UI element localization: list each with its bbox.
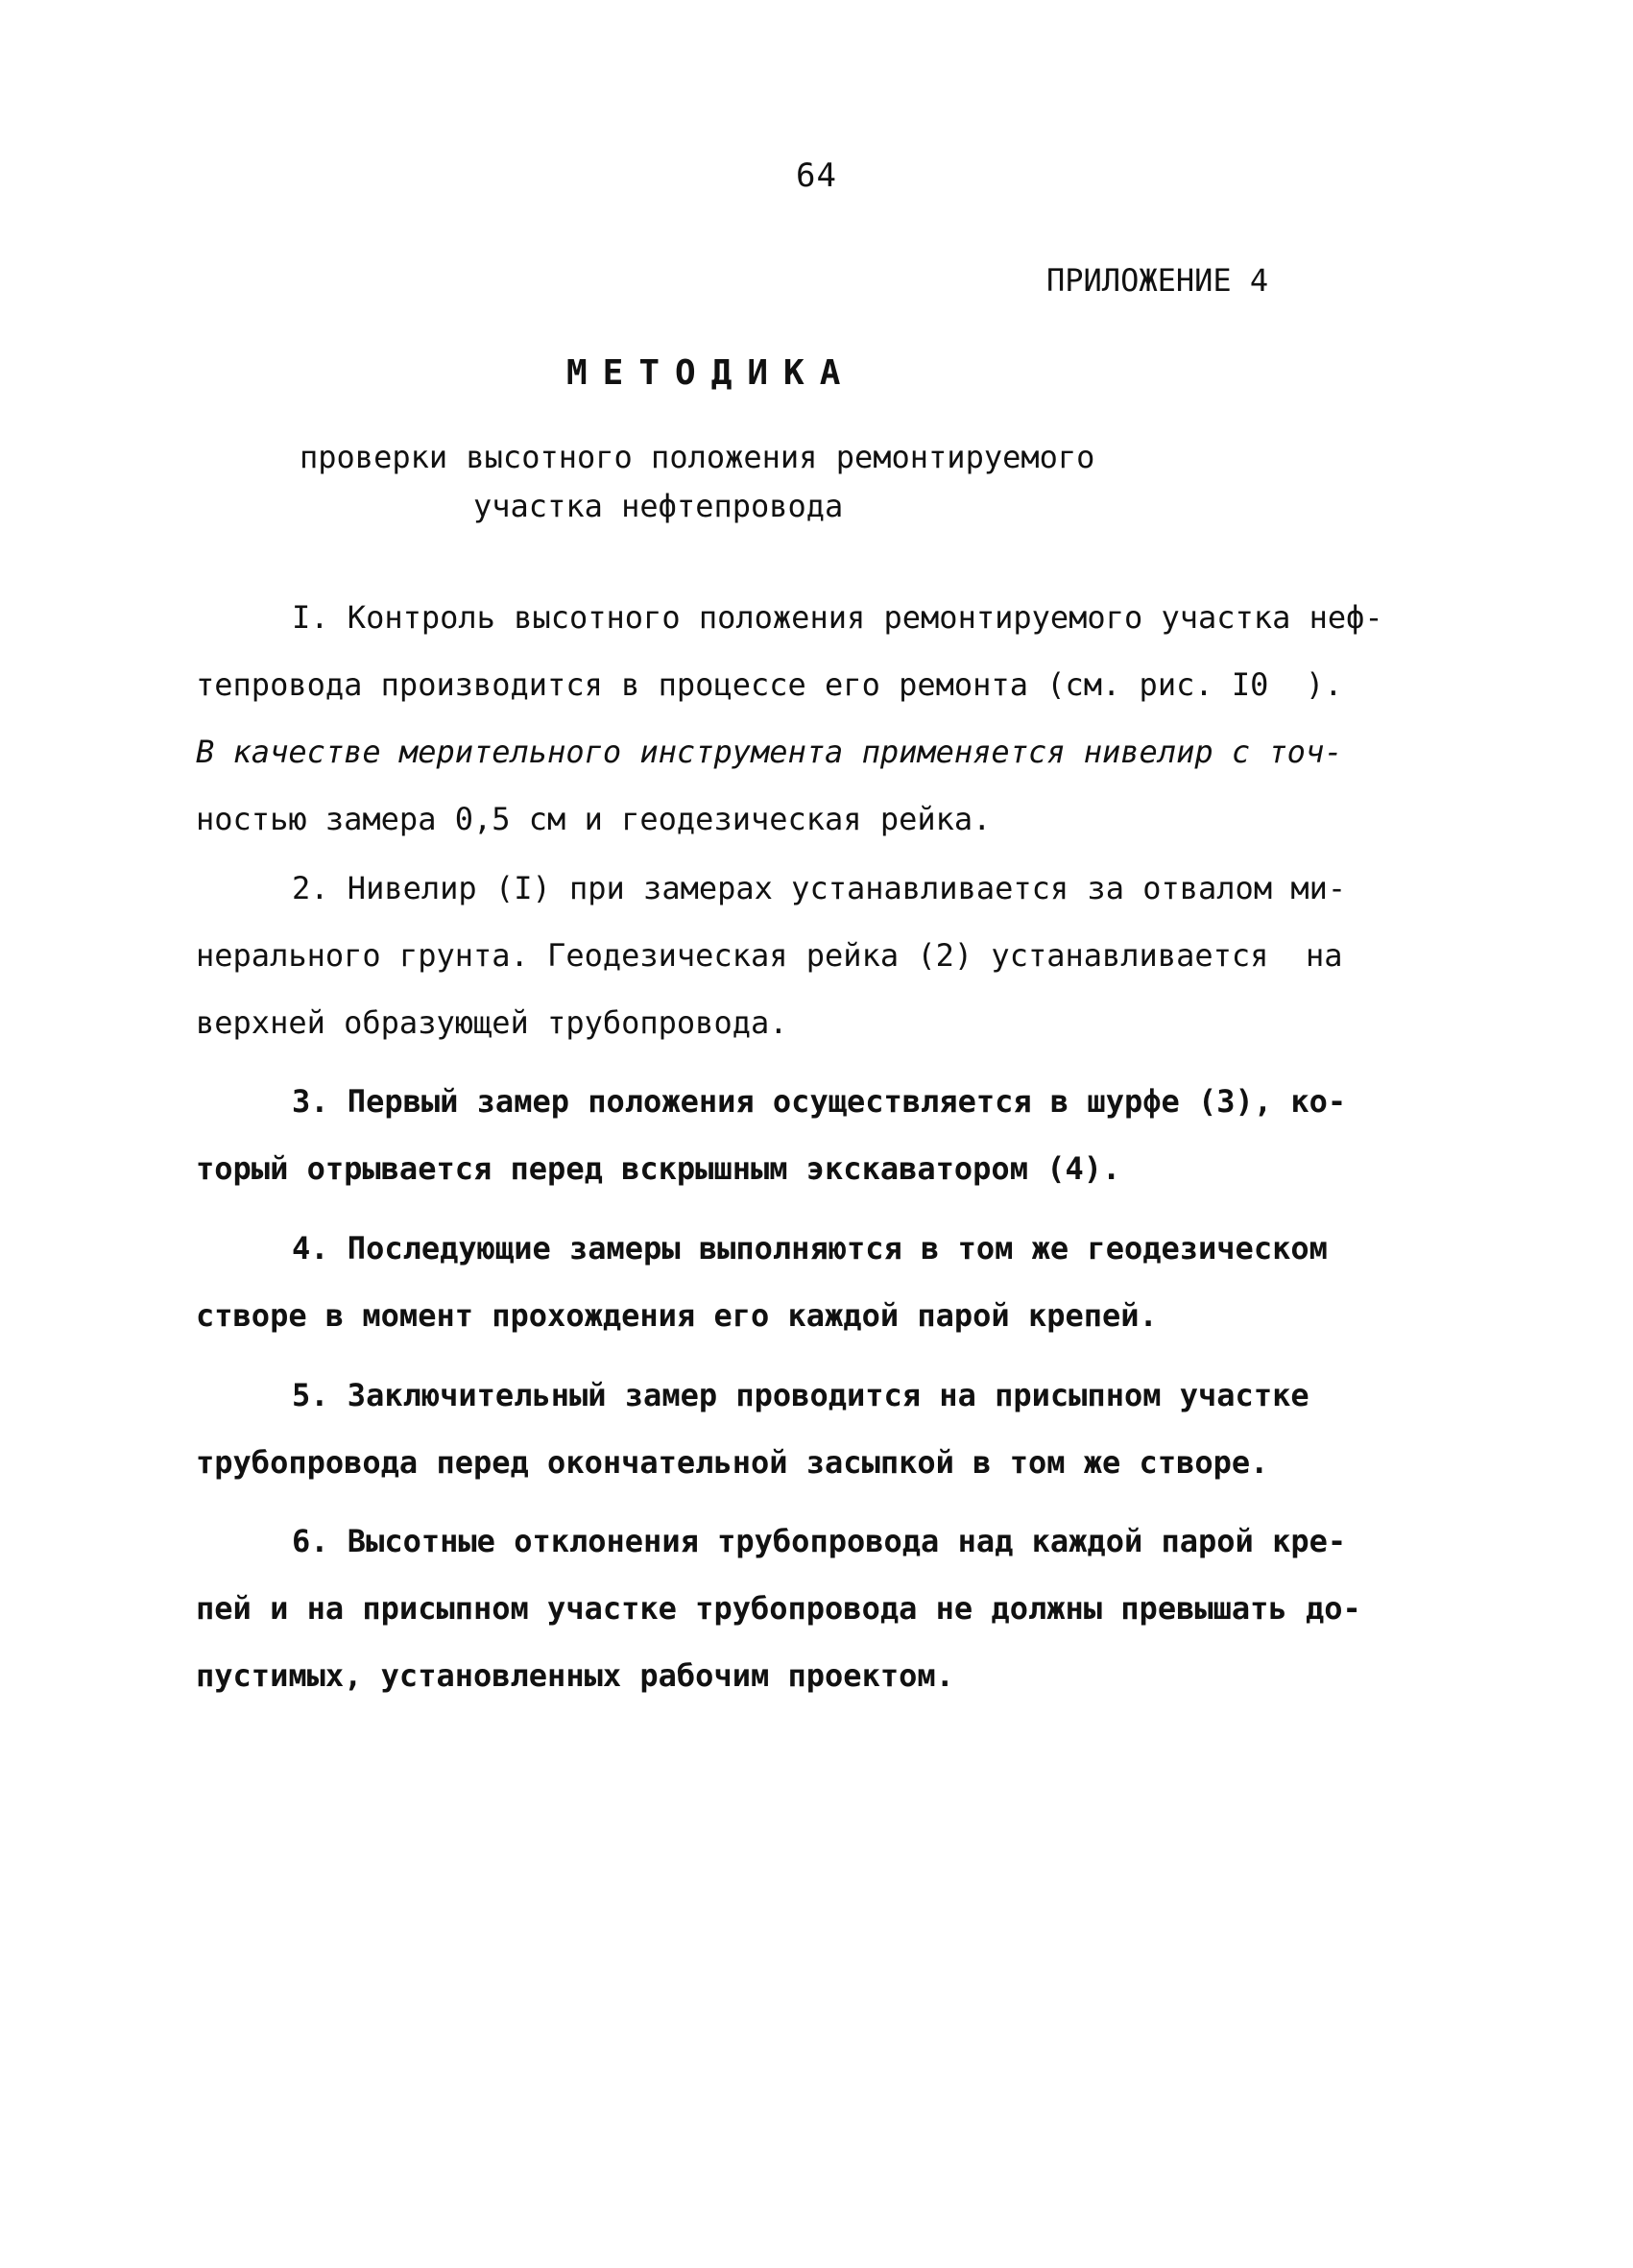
paragraph-line: ностью замера 0,5 см и геодезическая рейка. <box>196 801 992 837</box>
paragraph-line: I. Контроль высотного положения ремонтируемого участка неф- <box>292 599 1383 636</box>
paragraph-1 <box>196 584 1434 853</box>
page-number: 64 <box>796 157 837 195</box>
paragraph-line: пустимых, установленных рабочим проектом. <box>196 1657 954 1694</box>
paragraph-line: 5. Заключительный замер проводится на присыпном участке <box>292 1377 1309 1413</box>
paragraph-line: 2. Нивелир (I) при замерах устанавливается за отвалом ми- <box>292 870 1347 906</box>
paragraph-line: 4. Последующие замеры выполняются в том же геодезическом <box>292 1230 1328 1267</box>
paragraph-line: В качестве мерительного инструмента применяется нивелир с точ- <box>196 734 1343 770</box>
paragraph-line: тепровода производится в процессе его ремонта (см. рис. I0 ). <box>196 666 1343 703</box>
appendix-label: ПРИЛОЖЕНИЕ 4 <box>1046 262 1269 299</box>
document-subtitle-line-2: участка нефтепровода <box>473 488 844 524</box>
paragraph-4 <box>196 1215 1434 1349</box>
paragraph-5 <box>196 1362 1434 1496</box>
paragraph-line: 6. Высотные отклонения трубопровода над каждой парой кре- <box>292 1523 1347 1559</box>
paragraph-line: 3. Первый замер положения осуществляется в шурфе (3), ко- <box>292 1083 1347 1120</box>
document-title: МЕТОДИКА <box>566 353 856 393</box>
paragraph-line: верхней образующей трубопровода. <box>196 1004 788 1041</box>
paragraph-line: пей и на присыпном участке трубопровода не должны превышать до- <box>196 1590 1361 1627</box>
paragraph-6 <box>196 1508 1434 1709</box>
paragraph-line: нерального грунта. Геодезическая рейка (2) устанавливается на <box>196 937 1343 974</box>
paragraph-2 <box>196 855 1434 1056</box>
document-subtitle-line-1: проверки высотного положения ремонтируемого <box>300 439 1095 475</box>
paragraph-line: створе в момент прохождения его каждой парой крепей. <box>196 1297 1158 1334</box>
paragraph-line: торый отрывается перед вскрышным экскаватором (4). <box>196 1150 1121 1187</box>
paragraph-3 <box>196 1068 1434 1202</box>
paragraph-line: трубопровода перед окончательной засыпкой в том же створе. <box>196 1444 1269 1481</box>
